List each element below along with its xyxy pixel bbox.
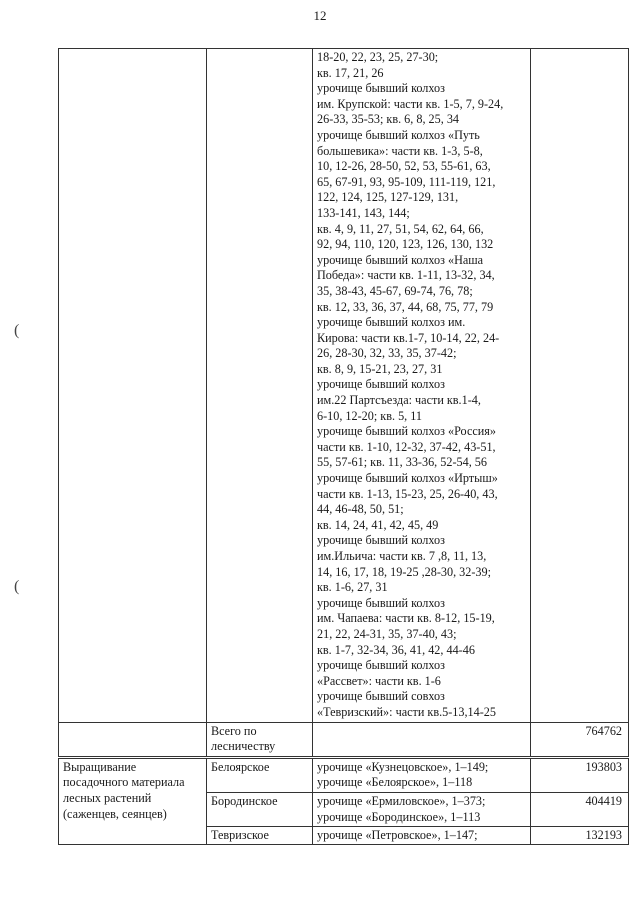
area-line: Победа»: части кв. 1-11, 13-32, 34,: [317, 268, 495, 283]
area-line: большевика»: части кв. 1-3, 5-8,: [317, 143, 483, 158]
area-value-cell: 132193: [531, 827, 629, 845]
area-line: урочище бывший колхоз: [317, 377, 445, 392]
area-line: 14, 16, 17, 18, 19-25 ,28-30, 32-39;: [317, 564, 491, 579]
area-line: 122, 124, 125, 127-129, 131,: [317, 190, 459, 205]
area-line: кв. 1-7, 32-34, 36, 41, 42, 44-46: [317, 642, 475, 657]
area-line: урочище бывший колхоз «Наша: [317, 252, 484, 267]
forestry-cell: Бородинское: [207, 792, 313, 826]
margin-mark: (: [14, 322, 20, 339]
area-line: 65, 67-91, 93, 95-109, 111-119, 121,: [317, 174, 496, 189]
area-line: 44, 46-48, 50, 51;: [317, 502, 404, 517]
areas-cell: [313, 49, 531, 723]
area-line: урочище «Петровское», 1–147;: [317, 828, 478, 843]
area-line: урочище «Бородинское», 1–113: [317, 809, 481, 824]
forestry-cell: Белоярское: [207, 757, 313, 792]
activity-cell: [59, 49, 207, 723]
areas-lines: [317, 50, 526, 721]
area-line: кв. 8, 9, 15-21, 23, 27, 31: [317, 361, 443, 376]
area-line: урочище бывший совхоз: [317, 689, 445, 704]
total-value: 764762: [531, 722, 629, 757]
total-label: Всего по лесничеству: [207, 722, 313, 757]
area-line: «Тевризский»: части кв.5-13,14-25: [317, 704, 496, 719]
area-line: кв. 12, 33, 36, 37, 44, 68, 75, 77, 79: [317, 299, 494, 314]
area-line: кв. 14, 24, 41, 42, 45, 49: [317, 517, 439, 532]
areas-cell: [313, 757, 531, 792]
area-line: части кв. 1-10, 12-32, 37-42, 43-51,: [317, 439, 496, 454]
area-line: 18-20, 22, 23, 25, 27-30;: [317, 50, 439, 64]
area-line: «Рассвет»: части кв. 1-6: [317, 673, 441, 688]
area-line: урочище бывший колхоз: [317, 533, 445, 548]
area-line: им. Чапаева: части кв. 8-12, 15-19,: [317, 611, 495, 626]
area-line: 26-33, 35-53; кв. 6, 8, 25, 34: [317, 112, 460, 127]
area-line: урочище «Белоярское», 1–118: [317, 775, 473, 790]
area-line: 35, 38-43, 45-67, 69-74, 76, 78;: [317, 283, 473, 298]
page-number: 12: [313, 8, 327, 23]
area-line: кв. 1-6, 27, 31: [317, 580, 388, 595]
area-line: урочище бывший колхоз: [317, 595, 445, 610]
area-line: Кирова: части кв.1-7, 10-14, 22, 24-: [317, 330, 500, 345]
area-line: урочище бывший колхоз: [317, 81, 445, 96]
area-line: 10, 12-26, 28-50, 52, 53, 55-61, 63,: [317, 159, 491, 174]
area-line: кв. 4, 9, 11, 27, 51, 54, 62, 64, 66,: [317, 221, 484, 236]
area-value-cell: [531, 49, 629, 723]
areas-cell: [313, 792, 531, 826]
area-value-cell: 404419: [531, 792, 629, 826]
forestry-cell: Тевризское: [207, 827, 313, 845]
table-row: [59, 757, 629, 792]
area-line: урочище бывший колхоз им.: [317, 315, 466, 330]
area-line: 21, 22, 24-31, 35, 37-40, 43;: [317, 626, 457, 641]
area-line: им. Крупской: части кв. 1-5, 7, 9-24,: [317, 96, 504, 111]
area-line: им.22 Партсъезда: части кв.1-4,: [317, 393, 481, 408]
area-line: 55, 57-61; кв. 11, 33-36, 52-54, 56: [317, 455, 487, 470]
forestry-table: [58, 48, 629, 845]
area-line: урочище бывший колхоз «Россия»: [317, 424, 496, 439]
margin-mark: (: [14, 578, 20, 595]
area-line: 26, 28-30, 32, 33, 35, 37-42;: [317, 346, 457, 361]
area-line: им.Ильича: части кв. 7 ,8, 11, 13,: [317, 549, 487, 563]
areas-cell: [313, 722, 531, 757]
table-row-continued: [59, 49, 629, 723]
area-line: урочище бывший колхоз «Путь: [317, 127, 480, 142]
table-row-total: [59, 722, 629, 757]
forestry-cell: [207, 49, 313, 723]
area-line: урочище «Кузнецовское», 1–149;: [317, 759, 489, 774]
activity-cell: Выращивание посадочного материала лесных растений (саженцев, сеянцев): [59, 757, 207, 844]
area-line: урочище «Ермиловское», 1–373;: [317, 793, 486, 808]
area-line: 133-141, 143, 144;: [317, 205, 410, 220]
area-line: кв. 17, 21, 26: [317, 65, 384, 80]
area-line: урочище бывший колхоз: [317, 658, 445, 673]
area-line: урочище бывший колхоз «Иртыш»: [317, 471, 498, 486]
area-line: 6-10, 12-20; кв. 5, 11: [317, 408, 422, 423]
activity-cell: [59, 722, 207, 757]
area-value-cell: 193803: [531, 757, 629, 792]
area-line: части кв. 1-13, 15-23, 25, 26-40, 43,: [317, 486, 498, 501]
areas-cell: [313, 827, 531, 845]
area-line: 92, 94, 110, 120, 123, 126, 130, 132: [317, 237, 494, 252]
